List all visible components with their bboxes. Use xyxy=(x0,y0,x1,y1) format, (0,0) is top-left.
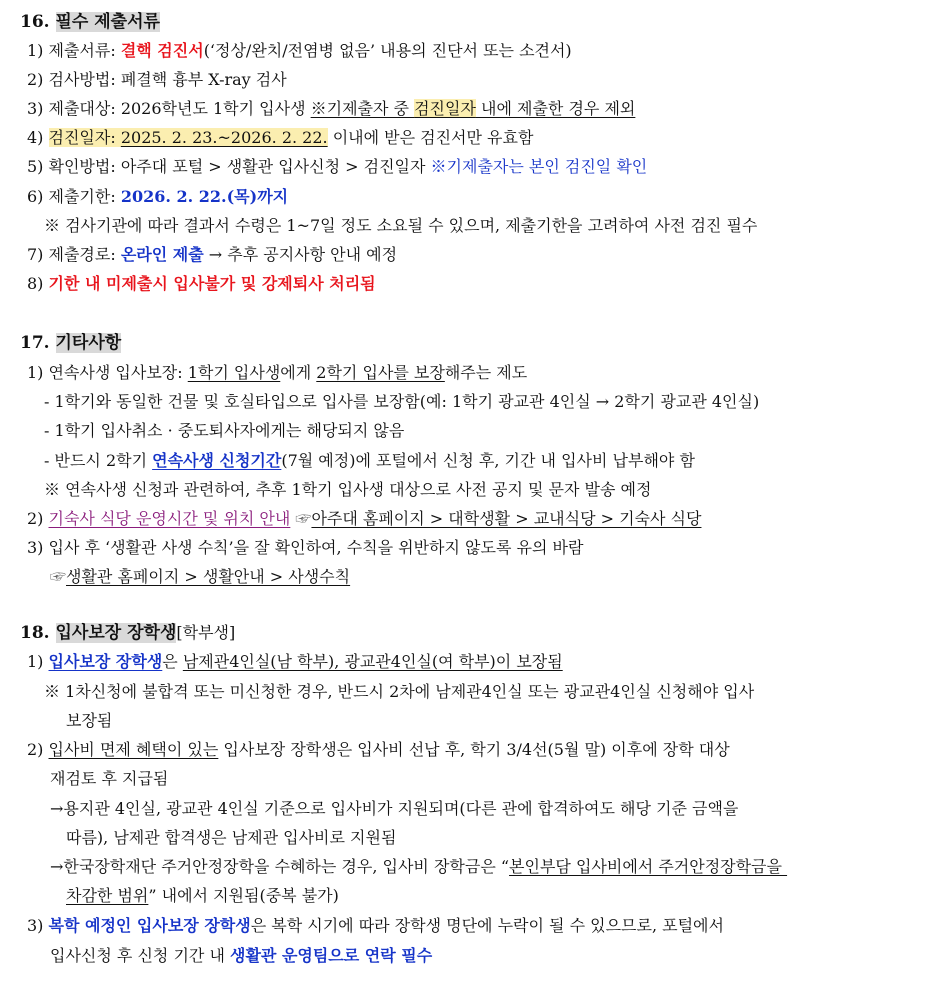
item-number: 2) xyxy=(27,740,44,759)
s18-note-line-1 xyxy=(44,681,754,703)
s16-item-5 xyxy=(27,156,647,178)
arrow-text: 따름), 남제관 합격생은 남제관 입사비로 지원됨 xyxy=(66,828,397,847)
s17-detail-3 xyxy=(44,450,695,472)
detail-text: - 1학기와 동일한 건물 및 호실타입으로 입사를 보장함(예: 1학기 광교관 4인실 → 2학기 광교관 4인실) xyxy=(44,392,760,411)
underlined-text: 입사비 면제 혜택이 있는 xyxy=(48,740,219,759)
highlight-blue: 2026. 2. 22.(목)까지 xyxy=(120,187,289,206)
section-number: 17. xyxy=(20,333,50,353)
s16-item-8 xyxy=(27,273,376,295)
item-text: 입사보장 장학생은 입사비 선납 후, 학기 3/4선(5월 말) 이후에 장학 대상 xyxy=(218,740,730,759)
highlight-blue: 온라인 제출 xyxy=(120,245,204,264)
item-number: 3) xyxy=(27,99,44,118)
section-number: 16. xyxy=(20,12,50,32)
section-title: 입사보장 장학생 xyxy=(55,623,177,643)
s18-arrow-2 xyxy=(50,856,787,878)
underlined-text: 1학기 입사생 xyxy=(187,363,281,382)
item-number: 1) xyxy=(27,652,44,671)
s17-item-2 xyxy=(27,508,701,530)
item-number: 2) xyxy=(27,70,44,89)
item-text: (‘정상/완치/전염병 없음’ 내용의 진단서 또는 소견서) xyxy=(203,41,572,60)
item-text: 검사방법: 폐결핵 흉부 X-ray 검사 xyxy=(48,70,287,89)
detail-text: - 반드시 2학기 xyxy=(44,451,153,470)
path-link[interactable]: 아주대 홈페이지 > 대학생활 > 교내식당 > 기숙사 식당 xyxy=(311,509,702,528)
note-text: ※ 검사기관에 따라 결과서 수령은 1~7일 정도 소요될 수 있으며, 제출기한을 고려하여 사전 검진 필수 xyxy=(44,216,758,235)
item-number: 7) xyxy=(27,245,44,264)
s17-detail-1 xyxy=(44,391,759,413)
highlight-blue: 복학 예정인 입사보장 장학생 xyxy=(48,916,251,935)
section-number: 18. xyxy=(20,623,50,643)
s18-arrow-2-cont xyxy=(66,885,339,907)
highlight-blue: 생활관 운영팀으로 연락 필수 xyxy=(230,946,433,965)
item-label: 제출경로: xyxy=(48,245,121,264)
section-17-heading xyxy=(20,332,121,354)
item-number: 4) xyxy=(27,128,44,147)
s18-arrow-1 xyxy=(50,798,738,820)
s17-item-1 xyxy=(27,362,527,384)
highlight-blue: 연속사생 신청기간 xyxy=(152,451,282,470)
pointing-hand-icon: ☞ xyxy=(50,567,67,586)
detail-text: (7월 예정)에 포털에서 신청 후, 기간 내 입사비 납부해야 함 xyxy=(281,451,695,470)
section-title: 기타사항 xyxy=(55,333,122,353)
item-text: 재검토 후 지급됨 xyxy=(50,769,169,788)
s16-item-3 xyxy=(27,98,635,120)
item-text: 제출대상: 2026학년도 1학기 입사생 xyxy=(48,99,311,118)
item-number: 6) xyxy=(27,187,44,206)
item-text: 확인방법: 아주대 포털 > 생활관 입사신청 > 검진일자 xyxy=(48,157,431,176)
item-text: 입사신청 후 신청 기간 내 xyxy=(50,946,230,965)
item-number: 1) xyxy=(27,41,44,60)
highlight-blue: ※기제출자는 본인 검진일 확인 xyxy=(430,157,648,176)
arrow-text: →용지관 4인실, 광교관 4인실 기준으로 입사비가 지원되며(다른 관에 합격하여도 해당 기준 금액을 xyxy=(50,799,739,818)
arrow-text: →한국장학재단 주거안정장학을 수혜하는 경우, 입사비 장학금은 “ xyxy=(50,857,510,876)
s18-note-line-2 xyxy=(66,710,112,732)
s17-item-3 xyxy=(27,537,583,559)
item-label: 제출기한: xyxy=(48,187,121,206)
s17-note xyxy=(44,479,651,501)
item-text: 해주는 제도 xyxy=(444,363,528,382)
item-number: 2) xyxy=(27,509,44,528)
item-number: 5) xyxy=(27,157,44,176)
item-number: 8) xyxy=(27,274,44,293)
item-text: 이내에 받은 검진서만 유효함 xyxy=(327,128,534,147)
s18-item-2 xyxy=(27,739,730,761)
item-label: 검진일자: xyxy=(48,128,121,147)
item-label: 제출서류: xyxy=(48,41,121,60)
item-text: 은 xyxy=(162,652,183,671)
underlined-text: 본인부담 입사비에서 주거안정장학금을 xyxy=(509,857,788,876)
pointing-hand-icon: ☞ xyxy=(290,509,312,528)
section-title: 필수 제출서류 xyxy=(55,12,160,32)
section-18-heading xyxy=(20,622,235,644)
s16-item-1 xyxy=(27,40,572,62)
s17-item-3b xyxy=(50,566,350,588)
note-text: 보장됨 xyxy=(66,711,113,730)
item-number: 1) xyxy=(27,363,44,382)
s18-item-3-cont xyxy=(50,945,432,967)
note-text: ※ 연속사생 신청과 관련하여, 추후 1학기 입사생 대상으로 사전 공지 및 문자 발송 예정 xyxy=(44,480,652,499)
item-number: 3) xyxy=(27,538,44,557)
s18-item-1 xyxy=(27,651,563,673)
item-text: 입사 후 ‘생활관 사생 수칙’을 잘 확인하여, 수칙을 위반하지 않도록 유의 바람 xyxy=(48,538,584,557)
section-suffix: [학부생] xyxy=(176,623,236,642)
highlighted-text: 검진일자 xyxy=(414,99,476,118)
detail-text: - 1학기 입사취소 · 중도퇴사자에게는 해당되지 않음 xyxy=(44,421,405,440)
item-text: 에게 xyxy=(280,363,317,382)
s17-detail-2 xyxy=(44,420,404,442)
s18-item-3 xyxy=(27,915,724,937)
highlight-red: 결핵 검진서 xyxy=(120,41,204,60)
s16-note xyxy=(44,215,757,237)
highlight-red: 기한 내 미제출시 입사불가 및 강제퇴사 처리됨 xyxy=(48,274,376,293)
s16-item-6 xyxy=(27,186,288,208)
underlined-text: 차감한 범위 xyxy=(66,886,149,905)
note-text: ※ 1차신청에 불합격 또는 미신청한 경우, 반드시 2차에 남제관4인실 또는 광교관4인실 신청해야 입사 xyxy=(44,682,755,701)
s16-item-7 xyxy=(27,244,397,266)
path-link[interactable]: 생활관 홈페이지 > 생활안내 > 사생수칙 xyxy=(66,567,351,586)
item-text: → 추후 공지사항 안내 예정 xyxy=(203,245,398,264)
highlight-blue: 입사보장 장학생 xyxy=(48,652,163,671)
s16-item-2 xyxy=(27,69,287,91)
item-text: 연속사생 입사보장: xyxy=(48,363,188,382)
section-16-heading xyxy=(20,11,160,33)
highlighted-date: 2025. 2. 23.~2026. 2. 22. xyxy=(120,128,328,147)
underlined-text: 2학기 입사를 보장 xyxy=(316,363,445,382)
item-text: 은 복학 시기에 따라 장학생 명단에 누락이 될 수 있으므로, 포털에서 xyxy=(250,916,724,935)
underlined-text: 남제관4인실(남 학부), 광교관4인실(여 학부)이 보장됨 xyxy=(182,652,563,671)
underlined-text: ※기제출자 중 xyxy=(310,99,415,118)
arrow-text: ” 내에서 지원됨(중복 불가) xyxy=(148,886,339,905)
item-number: 3) xyxy=(27,916,44,935)
s16-item-4 xyxy=(27,127,533,149)
s18-item-2-cont xyxy=(50,768,168,790)
highlight-purple: 기숙사 식당 운영시간 및 위치 안내 xyxy=(48,509,291,528)
s18-arrow-1-cont xyxy=(66,827,396,849)
underlined-text: 내에 제출한 경우 제외 xyxy=(475,99,636,118)
